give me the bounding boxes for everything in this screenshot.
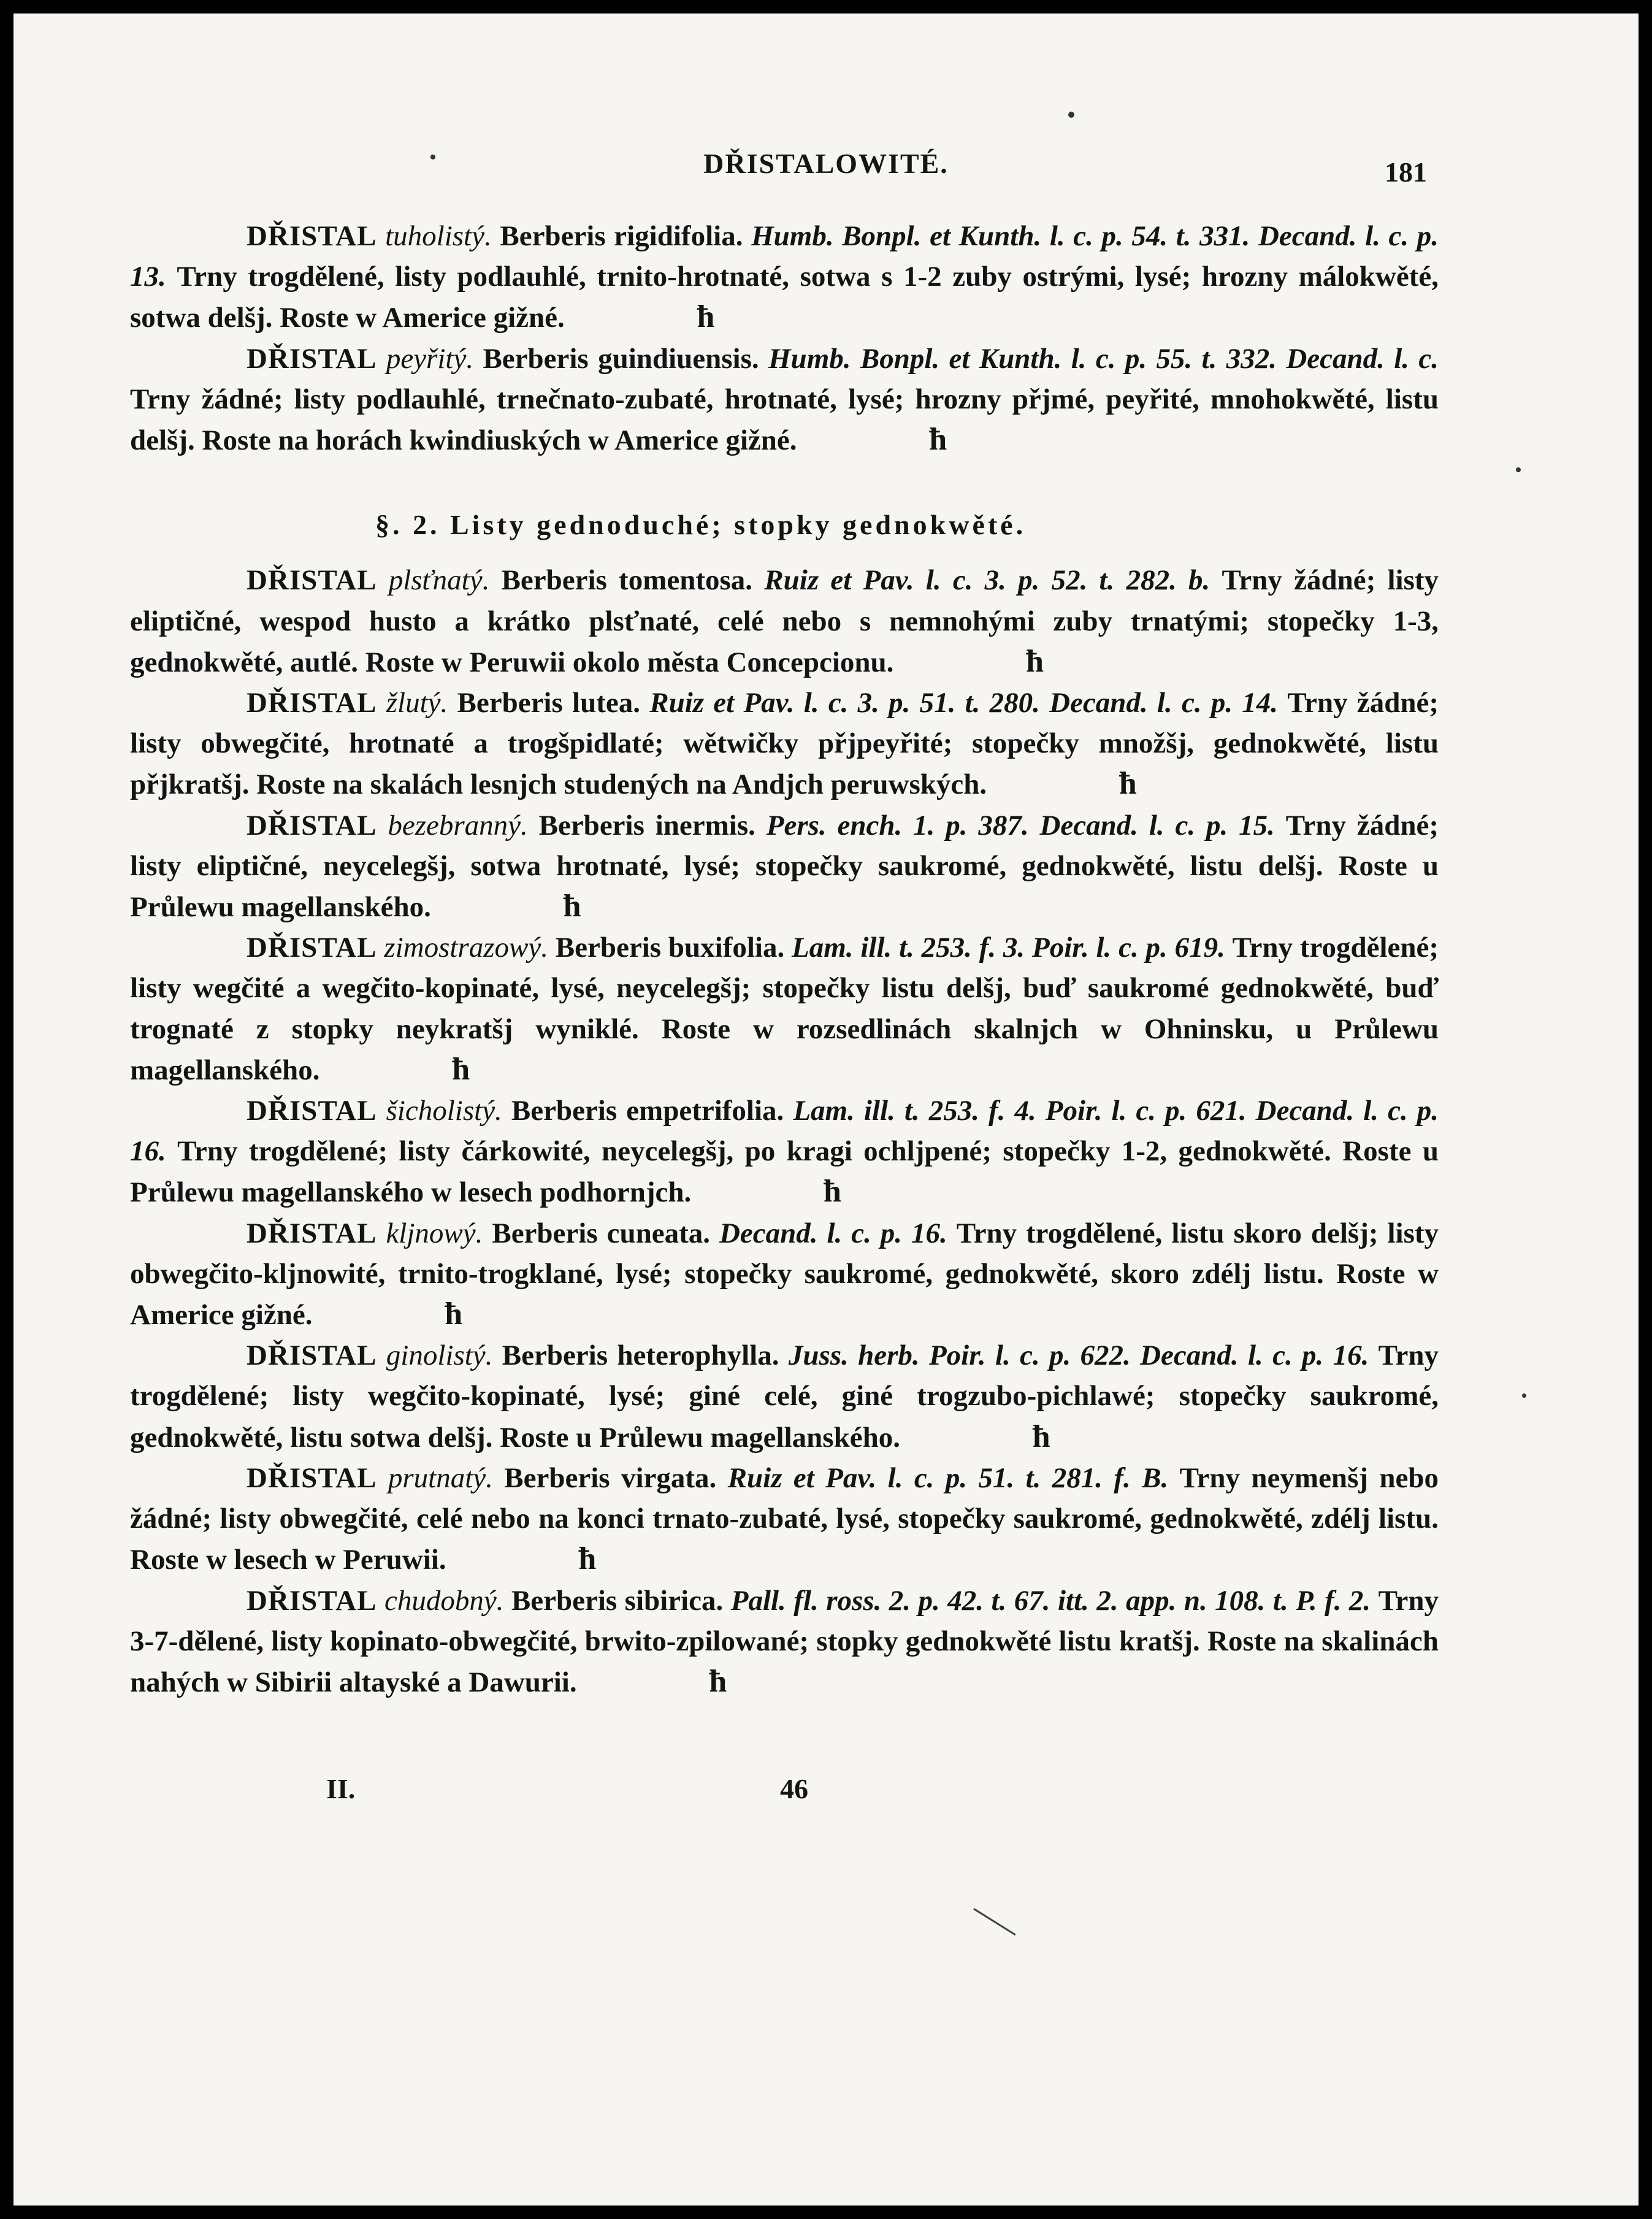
- literature-references: Juss. herb. Poir. l. c. p. 622. Decand. l. c. p. 16.: [788, 1339, 1369, 1372]
- entries-before-section: [130, 216, 1439, 461]
- page-number: 181: [1385, 156, 1427, 188]
- species-entry: [130, 560, 1439, 683]
- latin-name: Berberis rigidifolia.: [500, 220, 743, 252]
- species-entry: [130, 1335, 1439, 1458]
- species-epithet: peyřitý.: [386, 342, 474, 375]
- species-description: Trny žádné; listy podlauhlé, trnečnato-zubaté, hrotnaté, lysé; hrozny přjmé, peyřité, mnohokwěté, listu delšj. Roste na horách kwindiuských w Americe gižné.: [130, 383, 1439, 457]
- species-description: Trny trogdělené; listy čárkowité, neycelegšj, po kragi ochljpené; stopečky 1-2, gednokwěté. Roste u Průlewu magellanského w lesech podhornjch.: [130, 1135, 1439, 1209]
- species-epithet: plsťnatý.: [388, 564, 490, 597]
- literature-references: Pers. ench. 1. p. 387. Decand. l. c. p. 15.: [766, 809, 1275, 841]
- shrub-symbol-icon: ħ: [1032, 1419, 1050, 1454]
- species-description: Trny trogdělené; listy wegčité a wegčito-kopinaté, lysé, neycelegšj; stopečky listu delšj, buď saukromé gednokwěté, buď trognaté z stopky neykratšj wyniklé. Roste w rozsedlinách skalnjch w Ohninsku, u Průlewu magellanského.: [130, 932, 1439, 1086]
- literature-references: Ruiz et Pav. l. c. p. 51. t. 281. f. B.: [727, 1462, 1169, 1494]
- shrub-symbol-icon: ħ: [929, 422, 947, 458]
- species-epithet: chudobný.: [384, 1584, 504, 1617]
- species-epithet: kljnowý.: [386, 1217, 483, 1249]
- shrub-symbol-icon: ħ: [578, 1541, 597, 1577]
- shrub-symbol-icon: ħ: [709, 1663, 727, 1699]
- literature-references: Lam. ill. t. 253. f. 4. Poir. l. c. p. 621. Decand. l. c. p. 16.: [130, 1095, 1439, 1168]
- species-epithet: ginolistý.: [386, 1339, 493, 1372]
- species-description: Trny trogdělené; listy wegčito-kopinaté, lysé; giné celé, giné trogzubo-pichlawé; stopečky saukromé, gednokwěté, listu sotwa delšj. Roste u Průlewu magellanského.: [130, 1339, 1439, 1454]
- latin-name: Berberis inermis.: [538, 809, 755, 841]
- page-footer: [130, 1773, 1439, 1815]
- species-entry: [130, 339, 1439, 461]
- scan-speck: [1516, 467, 1521, 472]
- shrub-symbol-icon: ħ: [452, 1051, 470, 1087]
- genus-name: DŘISTAL: [247, 932, 377, 964]
- species-epithet: tuholistý.: [385, 220, 492, 252]
- species-entry: [130, 683, 1439, 805]
- latin-name: Berberis heterophylla.: [502, 1339, 779, 1372]
- species-description: Trny žádné; listy eliptičné, neycelegšj, sotwa hrotnaté, lysé; stopečky saukromé, gednokwěté, listu delšj. Roste u Průlewu magellanského.: [130, 809, 1439, 924]
- book-page: [13, 13, 1639, 2206]
- literature-references: Ruiz et Pav. l. c. 3. p. 52. t. 282. b.: [764, 564, 1210, 597]
- species-epithet: žlutý.: [386, 687, 448, 719]
- latin-name: Berberis empetrifolia.: [511, 1095, 784, 1127]
- shrub-symbol-icon: ħ: [445, 1297, 463, 1332]
- literature-references: Decand. l. c. p. 16.: [719, 1217, 947, 1249]
- signature-volume: II.: [326, 1773, 356, 1804]
- latin-name: Berberis virgata.: [504, 1462, 717, 1494]
- shrub-symbol-icon: ħ: [697, 299, 715, 335]
- signature-sheet: 46: [780, 1773, 808, 1804]
- latin-name: Berberis guindiuensis.: [483, 342, 759, 375]
- species-entry: [130, 1458, 1439, 1581]
- species-description: Trny 3-7-dělené, listy kopinato-obwegčité, brwito-zpilowané; stopky gednokwěté listu kratšj. Roste na skalinách nahých w Sibirii altayské a Dawurii.: [130, 1584, 1439, 1698]
- species-epithet: bezebranný.: [388, 809, 528, 841]
- scan-speck: [1522, 1393, 1526, 1398]
- species-epithet: šicholistý.: [386, 1095, 502, 1127]
- latin-name: Berberis lutea.: [457, 687, 640, 719]
- genus-name: DŘISTAL: [247, 342, 377, 375]
- latin-name: Berberis buxifolia.: [555, 932, 785, 964]
- genus-name: DŘISTAL: [247, 1095, 377, 1127]
- species-description: Trny trogdělené, listu skoro delšj; listy obwegčito-kljnowité, trnito-trogklané, lysé; stopečky saukromé, gednokwěté, skoro zdélj listu. Roste w Americe gižné.: [130, 1217, 1439, 1332]
- species-entry: [130, 1581, 1439, 1703]
- genus-name: DŘISTAL: [247, 220, 377, 252]
- running-title: DŘISTALOWITÉ.: [703, 148, 949, 179]
- species-description: Trny neymenšj nebo žádné; listy obwegčité, celé nebo na konci trnato-zubaté, lysé, stopečky saukromé, gednokwěté, zdélj listu. Roste w lesech w Peruwii.: [130, 1462, 1439, 1576]
- latin-name: Berberis cuneata.: [492, 1217, 710, 1249]
- species-entry: [130, 1213, 1439, 1336]
- genus-name: DŘISTAL: [247, 687, 377, 719]
- genus-name: DŘISTAL: [247, 1339, 377, 1372]
- literature-references: Humb. Bonpl. et Kunth. l. c. p. 55. t. 332. Decand. l. c.: [768, 342, 1439, 375]
- species-epithet: zimostrazowý.: [384, 932, 548, 964]
- species-entry: [130, 1090, 1439, 1213]
- literature-references: Ruiz et Pav. l. c. 3. p. 51. t. 280. Decand. l. c. p. 14.: [649, 687, 1279, 719]
- species-description: Trny žádné; listy eliptičné, wespod husto a krátko plsťnaté, celé nebo s nemnohými zuby trnatými; stopečky 1-3, gednokwěté, autlé. Roste w Peruwii okolo města Concepcionu.: [130, 564, 1439, 678]
- literature-references: Lam. ill. t. 253. f. 3. Poir. l. c. p. 619.: [792, 932, 1225, 964]
- section-heading: §. 2. Listy gednoduché; stopky gednokwěté.: [375, 509, 1027, 541]
- species-entry: [130, 216, 1439, 339]
- literature-references: Humb. Bonpl. et Kunth. l. c. p. 54. t. 331. Decand. l. c. p. 13.: [130, 220, 1439, 293]
- page-header: [13, 147, 1639, 202]
- species-description: Trny žádné; listy obwegčité, hrotnaté a trogšpidlaté; wětwičky přjpeyřité; stopečky množšj, gednokwěté, listu přjkratšj. Roste na skalách lesnjch studených na Andjch peruwských.: [130, 687, 1439, 801]
- genus-name: DŘISTAL: [247, 564, 377, 597]
- genus-name: DŘISTAL: [247, 1584, 377, 1617]
- genus-name: DŘISTAL: [247, 1217, 377, 1249]
- shrub-symbol-icon: ħ: [1119, 766, 1137, 802]
- main-text: [130, 216, 1439, 1703]
- entries-after-section: [130, 560, 1439, 1703]
- shrub-symbol-icon: ħ: [1026, 643, 1044, 679]
- scan-speck: [1068, 112, 1074, 118]
- latin-name: Berberis sibirica.: [511, 1584, 724, 1617]
- species-description: Trny trogdělené, listy podlauhlé, trnito-hrotnaté, sotwa s 1-2 zuby ostrými, lysé; hrozny málokwěté, sotwa delšj. Roste w Americe gižné.: [130, 261, 1439, 334]
- species-epithet: prutnatý.: [388, 1462, 493, 1494]
- genus-name: DŘISTAL: [247, 809, 377, 841]
- latin-name: Berberis tomentosa.: [501, 564, 753, 597]
- literature-references: Pall. fl. ross. 2. p. 42. t. 67. itt. 2. app. n. 108. t. P. f. 2.: [730, 1584, 1371, 1617]
- species-entry: [130, 927, 1439, 1090]
- shrub-symbol-icon: ħ: [563, 889, 581, 924]
- genus-name: DŘISTAL: [247, 1462, 377, 1494]
- species-entry: [130, 805, 1439, 928]
- shrub-symbol-icon: ħ: [824, 1174, 841, 1209]
- scan-stroke: [973, 1908, 1015, 1936]
